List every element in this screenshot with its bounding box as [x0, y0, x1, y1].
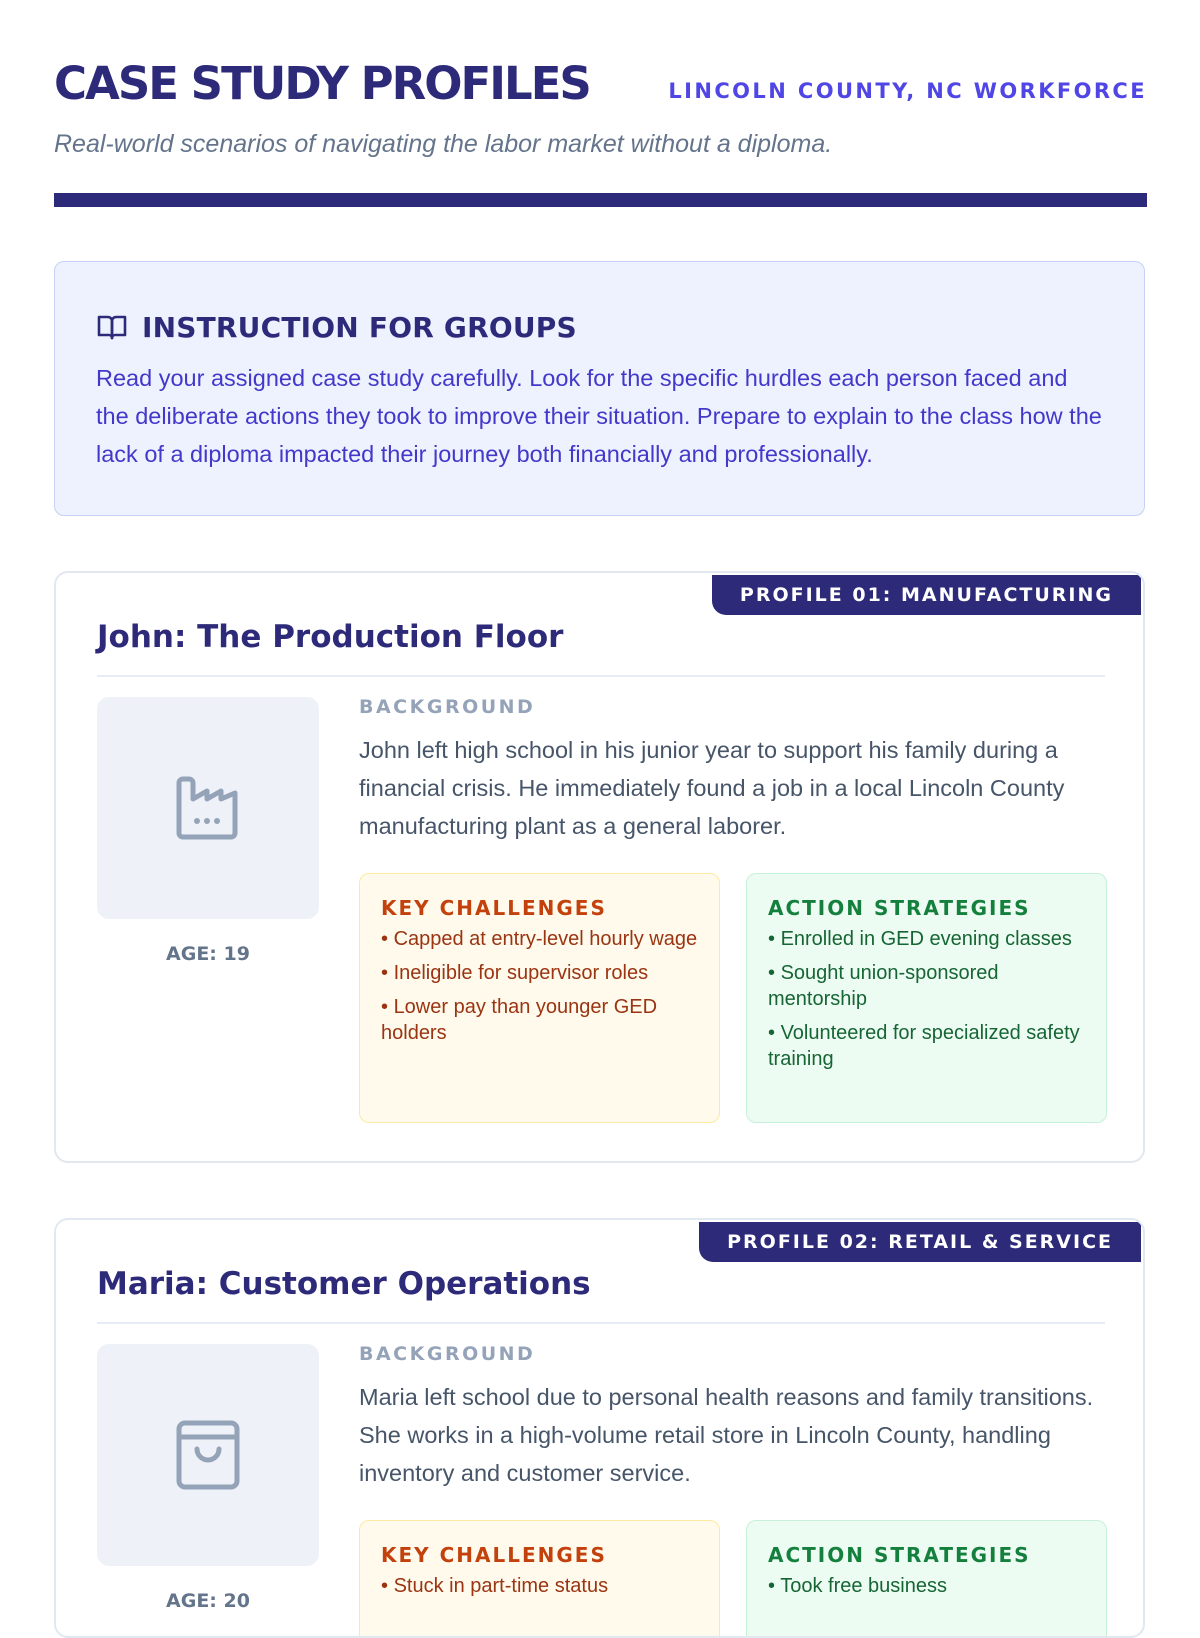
- actions-list: [768, 1573, 1086, 1599]
- profile-title: John: The Production Floor: [97, 619, 564, 655]
- challenges-list: [381, 926, 699, 1046]
- background-label: BACKGROUND: [359, 1343, 536, 1365]
- profile-image-placeholder: [97, 697, 319, 919]
- profile-card-maria: [54, 1218, 1145, 1638]
- instruction-title: INSTRUCTION FOR GROUPS: [142, 310, 577, 344]
- action-strategies-box: [746, 873, 1107, 1123]
- open-book-icon: [96, 313, 128, 341]
- action-strategies-heading: ACTION STRATEGIES: [768, 896, 1031, 920]
- list-item: • Ineligible for supervisor roles: [381, 960, 699, 986]
- list-item: • Stuck in part-time status: [381, 1573, 699, 1599]
- list-item: • Volunteered for specialized safety training: [768, 1020, 1086, 1072]
- page-tagline: Real-world scenarios of navigating the labor market without a diploma.: [54, 130, 833, 158]
- profile-divider: [97, 675, 1105, 677]
- list-item: • Enrolled in GED evening classes: [768, 926, 1086, 952]
- profile-age: AGE: 19: [166, 943, 250, 965]
- action-strategies-box: [746, 1520, 1107, 1638]
- actions-list: [768, 926, 1086, 1072]
- header-divider: [54, 193, 1147, 207]
- factory-icon: [173, 773, 243, 843]
- list-item: • Lower pay than younger GED holders: [381, 994, 699, 1046]
- background-text: John left high school in his junior year to support his family during a financial crisis. He immediately found a job in a local Lincoln County manufacturing plant as a general laborer.: [359, 737, 1065, 839]
- profile-tag: PROFILE 01: MANUFACTURING: [712, 575, 1141, 615]
- page-title: CASE STUDY PROFILES: [54, 57, 590, 110]
- list-item: • Sought union-sponsored mentorship: [768, 960, 1086, 1012]
- key-challenges-heading: KEY CHALLENGES: [381, 1543, 607, 1567]
- key-challenges-heading: KEY CHALLENGES: [381, 896, 607, 920]
- instruction-header: [96, 310, 577, 344]
- shopping-bag-icon: [173, 1417, 243, 1493]
- action-strategies-heading: ACTION STRATEGIES: [768, 1543, 1031, 1567]
- key-challenges-box: [359, 1520, 720, 1638]
- instruction-text: Read your assigned case study carefully. Look for the specific hurdles each person faced and the deliberate actions they took to improve their situation. Prepare to explain to the class how the lack of a diploma impacted their journey both financially and professionally.: [96, 365, 1102, 467]
- profile-age: AGE: 20: [166, 1590, 250, 1612]
- list-item: • Took free business: [768, 1573, 1086, 1599]
- profile-tag: PROFILE 02: RETAIL & SERVICE: [699, 1222, 1141, 1262]
- page-header: [54, 56, 1147, 112]
- list-item: • Capped at entry-level hourly wage: [381, 926, 699, 952]
- profile-card-john: [54, 571, 1145, 1163]
- profile-divider: [97, 1322, 1105, 1324]
- page-subtitle: LINCOLN COUNTY, NC WORKFORCE: [668, 79, 1147, 103]
- background-text: Maria left school due to personal health reasons and family transitions. She works in a high-volume retail store in Lincoln County, handling inventory and customer service.: [359, 1384, 1094, 1486]
- profile-title: Maria: Customer Operations: [97, 1266, 591, 1302]
- challenges-list: [381, 1573, 699, 1599]
- key-challenges-box: [359, 873, 720, 1123]
- background-label: BACKGROUND: [359, 696, 536, 718]
- instruction-box: [54, 261, 1145, 516]
- profile-image-placeholder: [97, 1344, 319, 1566]
